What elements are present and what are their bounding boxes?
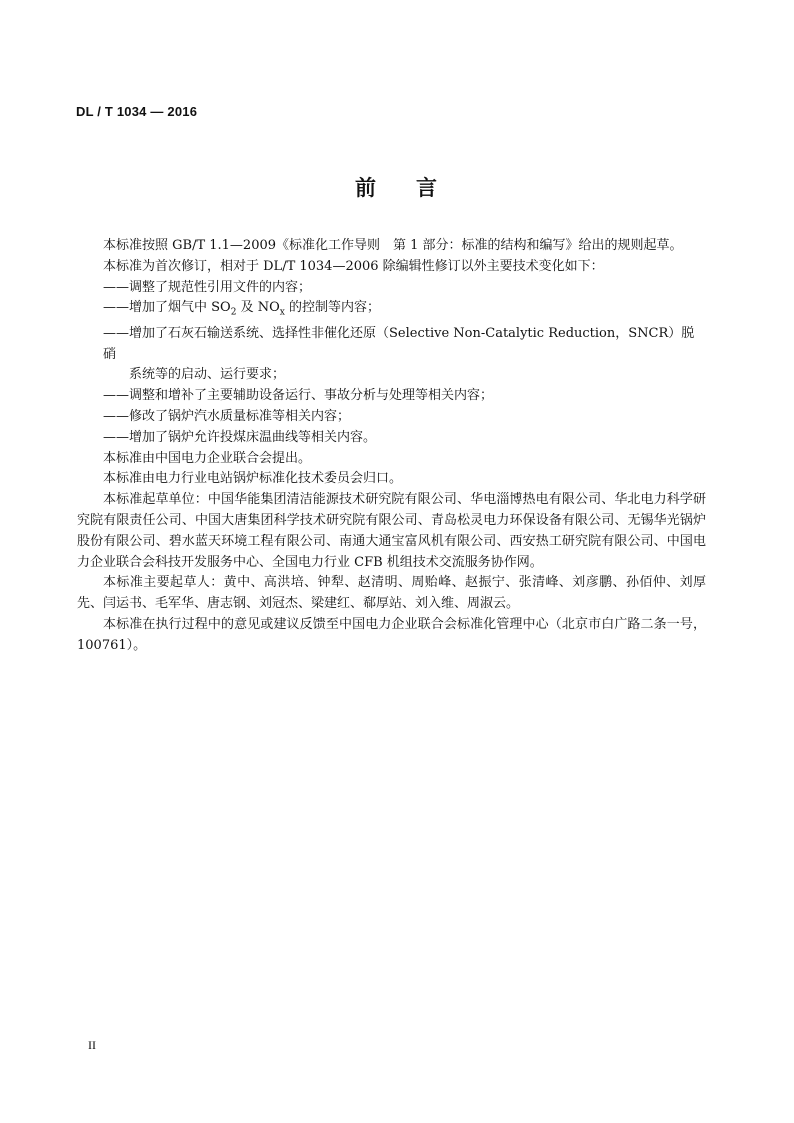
change-item-2-pre: ——增加了烟气中 SO xyxy=(103,300,231,316)
change-item-6: ——增加了锅炉允许投煤床温曲线等相关内容。 xyxy=(103,429,377,445)
change-item-5: ——修改了锅炉汽水质量标准等相关内容； xyxy=(103,408,351,424)
foreword-body xyxy=(77,236,706,657)
change-item-3-line-2: 系统等的启动、运行要求； xyxy=(129,367,286,383)
change-item-2-post: 的控制等内容； xyxy=(284,300,380,316)
so2-subscript: 2 xyxy=(230,307,237,318)
change-item-3 xyxy=(77,324,706,386)
change-item-2 xyxy=(77,298,706,323)
title-char-1: 前 xyxy=(355,176,378,200)
change-item-3-line-1: ——增加了石灰石输送系统、选择性非催化还原（Selective Non-Catalytic Reduction，SNCR）脱硝 xyxy=(103,325,695,362)
paragraph-drafting-units: 本标准起草单位：中国华能集团清洁能源技术研究院有限公司、华电淄博热电有限公司、华北电力科学研究院有限责任公司、中国大唐集团科学技术研究院有限公司、青岛松灵电力环保设备有限公司、无锡华光锅炉股份有限公司、碧水蓝天环境工程有限公司、南通大通宝富风机有限公司、西安热工研究院有限公司、中国电力企业联合会科技开发服务中心、全国电力行业 CFB 机组技术交流服务协作网。 xyxy=(77,492,706,570)
change-item-1: ——调整了规范性引用文件的内容； xyxy=(103,279,312,295)
paragraph-committee: 本标准由电力行业电站锅炉标准化技术委员会归口。 xyxy=(103,471,403,487)
title-char-2: 言 xyxy=(416,176,439,200)
paragraph-drafters: 本标准主要起草人：黄中、高洪培、钟犁、赵清明、周贻峰、赵振宁、张清峰、刘彦鹏、孙佰仲、刘厚先、闫运书、毛军华、唐志钢、刘冠杰、梁建红、郗厚站、刘入维、周淑云。 xyxy=(77,575,706,612)
change-item-4: ——调整和增补了主要辅助设备运行、事故分析与处理等相关内容； xyxy=(103,388,494,404)
paragraph-feedback: 本标准在执行过程中的意见或建议反馈至中国电力企业联合会标准化管理中心（北京市白广路二条一号，100761）。 xyxy=(77,616,706,653)
document-code: DL / T 1034 — 2016 xyxy=(76,104,198,119)
paragraph-proposer: 本标准由中国电力企业联合会提出。 xyxy=(103,450,312,466)
paragraph-revision-summary: 本标准为首次修订，相对于 DL/T 1034—2006 除编辑性修订以外主要技术变化如下： xyxy=(103,258,604,274)
nox-subscript: x xyxy=(279,307,285,318)
page-number: II xyxy=(88,1038,96,1052)
change-item-2-mid: 及 NO xyxy=(236,300,280,316)
page-title xyxy=(0,172,794,202)
paragraph-drafting-rules: 本标准按照 GB/T 1.1—2009《标准化工作导则 第 1 部分：标准的结构和编写》给出的规则起草。 xyxy=(103,238,683,253)
